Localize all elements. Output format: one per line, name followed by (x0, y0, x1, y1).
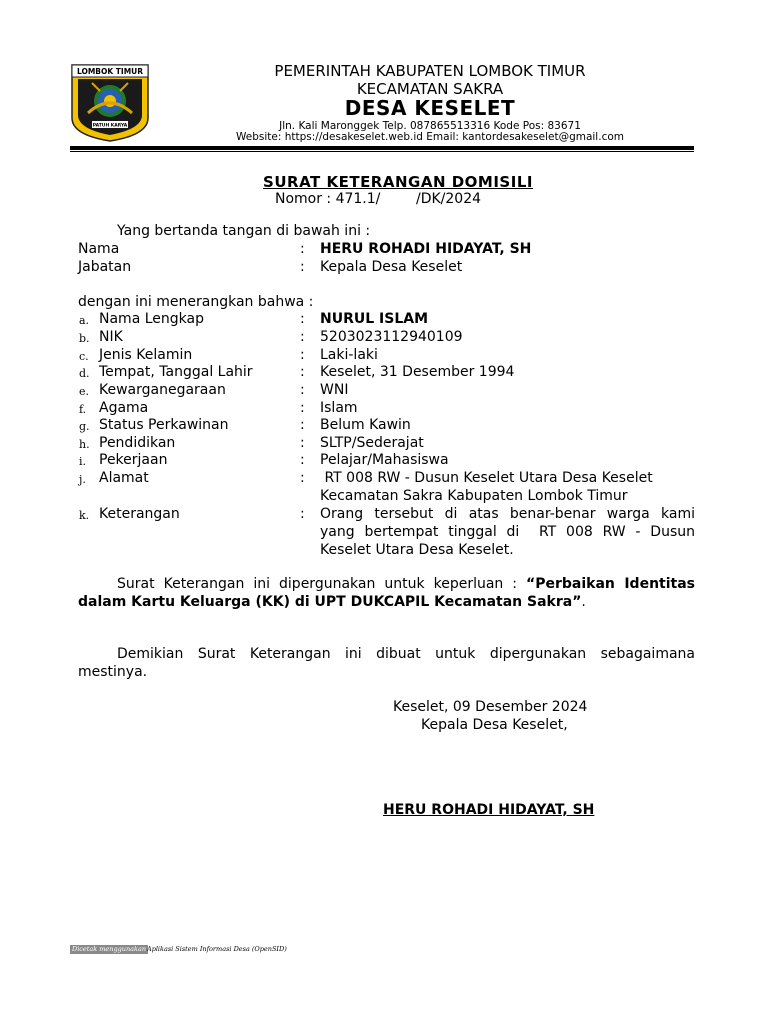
field-letter: h. (79, 438, 90, 451)
field-label: Jenis Kelamin (99, 347, 193, 363)
field-value-continued: yang bertempat tinggal di RT 008 RW - Dusun (320, 524, 695, 540)
field-value: Belum Kawin (320, 417, 411, 433)
field-value-continued: Kecamatan Sakra Kabupaten Lombok Timur (320, 488, 628, 504)
footer-app-name: Aplikasi Sistem Informasi Desa (OpenSID) (147, 945, 287, 953)
field-value: Laki-laki (320, 347, 378, 363)
colon: : (300, 311, 305, 327)
field-value: Orang tersebut di atas benar-benar warga kami (320, 506, 695, 522)
colon: : (300, 470, 305, 486)
header-address: Jln. Kali Maronggek Telp. 087865513316 Kode Pos: 83671 (279, 120, 581, 132)
footer-printed-tag: Dicetak menggunakan (72, 945, 147, 953)
field-letter: g. (79, 420, 90, 433)
colon: : (300, 329, 305, 345)
field-value: Islam (320, 400, 358, 416)
letter-title: SURAT KETERANGAN DOMISILI (263, 173, 533, 191)
signer-name-label: Nama (78, 241, 120, 257)
field-value: 5203023112940109 (320, 329, 463, 345)
field-letter: k. (79, 509, 90, 522)
colon: : (300, 347, 305, 363)
field-label: Agama (99, 400, 149, 416)
purpose-statement: “Perbaikan Identitas dalam Kartu Keluarga (KK) di UPT DUKCAPIL Kecamatan Sakra” (78, 576, 695, 610)
field-letter: e. (79, 385, 90, 398)
field-label: Pendidikan (99, 435, 176, 451)
header-village: DESA KESELET (344, 96, 516, 120)
field-label: Keterangan (99, 506, 180, 522)
lombok-timur-emblem (70, 63, 150, 143)
colon: : (300, 435, 305, 451)
field-label: Status Perkawinan (99, 417, 229, 433)
field-letter: d. (79, 367, 90, 380)
colon: : (300, 382, 305, 398)
header-divider-thick (70, 146, 694, 150)
signature-role: Kepala Desa Keselet, (421, 717, 568, 733)
closing-text: Demikian Surat Keterangan ini dibuat untuk dipergunakan sebagaimana mestinya. (78, 646, 695, 680)
colon: : (300, 364, 305, 380)
signer-position-label: Jabatan (78, 259, 132, 275)
field-value: NURUL ISLAM (320, 311, 429, 327)
svg-text:PATUH KARYA: PATUH KARYA (92, 123, 128, 129)
header-divider-thin (70, 151, 694, 152)
header-website: Website: https://desakeselet.web.id Email: kantordesakeselet@gmail.com (235, 131, 624, 143)
field-value-continued: Keselet Utara Desa Keselet. (320, 542, 514, 558)
intro-text: Yang bertanda tangan di bawah ini : (117, 223, 371, 239)
header-government: PEMERINTAH KABUPATEN LOMBOK TIMUR (274, 62, 586, 80)
purpose-paragraph (78, 575, 695, 611)
colon: : (300, 452, 305, 468)
field-value: RT 008 RW - Dusun Keselet Utara Desa Keselet (320, 470, 653, 486)
field-letter: i. (79, 455, 87, 468)
signer-name-value: HERU ROHADI HIDAYAT, SH (320, 241, 532, 257)
field-letter: f. (79, 403, 87, 416)
field-value: Keselet, 31 Desember 1994 (320, 364, 515, 380)
signer-position-value: Kepala Desa Keselet (320, 259, 463, 275)
field-letter: c. (79, 350, 89, 363)
field-letter: b. (79, 332, 90, 345)
svg-text:LOMBOK TIMUR: LOMBOK TIMUR (76, 67, 144, 76)
purpose-prefix: Surat Keterangan ini dipergunakan untuk keperluan : (117, 576, 527, 592)
field-label: Kewarganegaraan (99, 382, 226, 398)
field-value: WNI (320, 382, 349, 398)
colon: : (300, 259, 305, 275)
signature-name: HERU ROHADI HIDAYAT, SH (383, 802, 595, 818)
field-letter: j. (79, 473, 86, 486)
field-letter: a. (79, 314, 90, 327)
colon: : (300, 506, 305, 522)
field-label: Tempat, Tanggal Lahir (99, 364, 253, 380)
purpose-suffix: . (581, 594, 586, 610)
field-label: NIK (99, 329, 123, 345)
letter-number: Nomor : 471.1/ /DK/2024 (274, 191, 482, 207)
colon: : (300, 241, 305, 257)
header-district: KECAMATAN SAKRA (356, 80, 504, 98)
closing-paragraph (78, 645, 695, 681)
field-label: Alamat (99, 470, 149, 486)
field-value: SLTP/Sederajat (320, 435, 424, 451)
field-label: Nama Lengkap (99, 311, 204, 327)
states-text: dengan ini menerangkan bahwa : (78, 294, 314, 310)
signature-place-date: Keselet, 09 Desember 2024 (393, 699, 588, 715)
field-value: Pelajar/Mahasiswa (320, 452, 449, 468)
colon: : (300, 400, 305, 416)
colon: : (300, 417, 305, 433)
field-label: Pekerjaan (99, 452, 168, 468)
